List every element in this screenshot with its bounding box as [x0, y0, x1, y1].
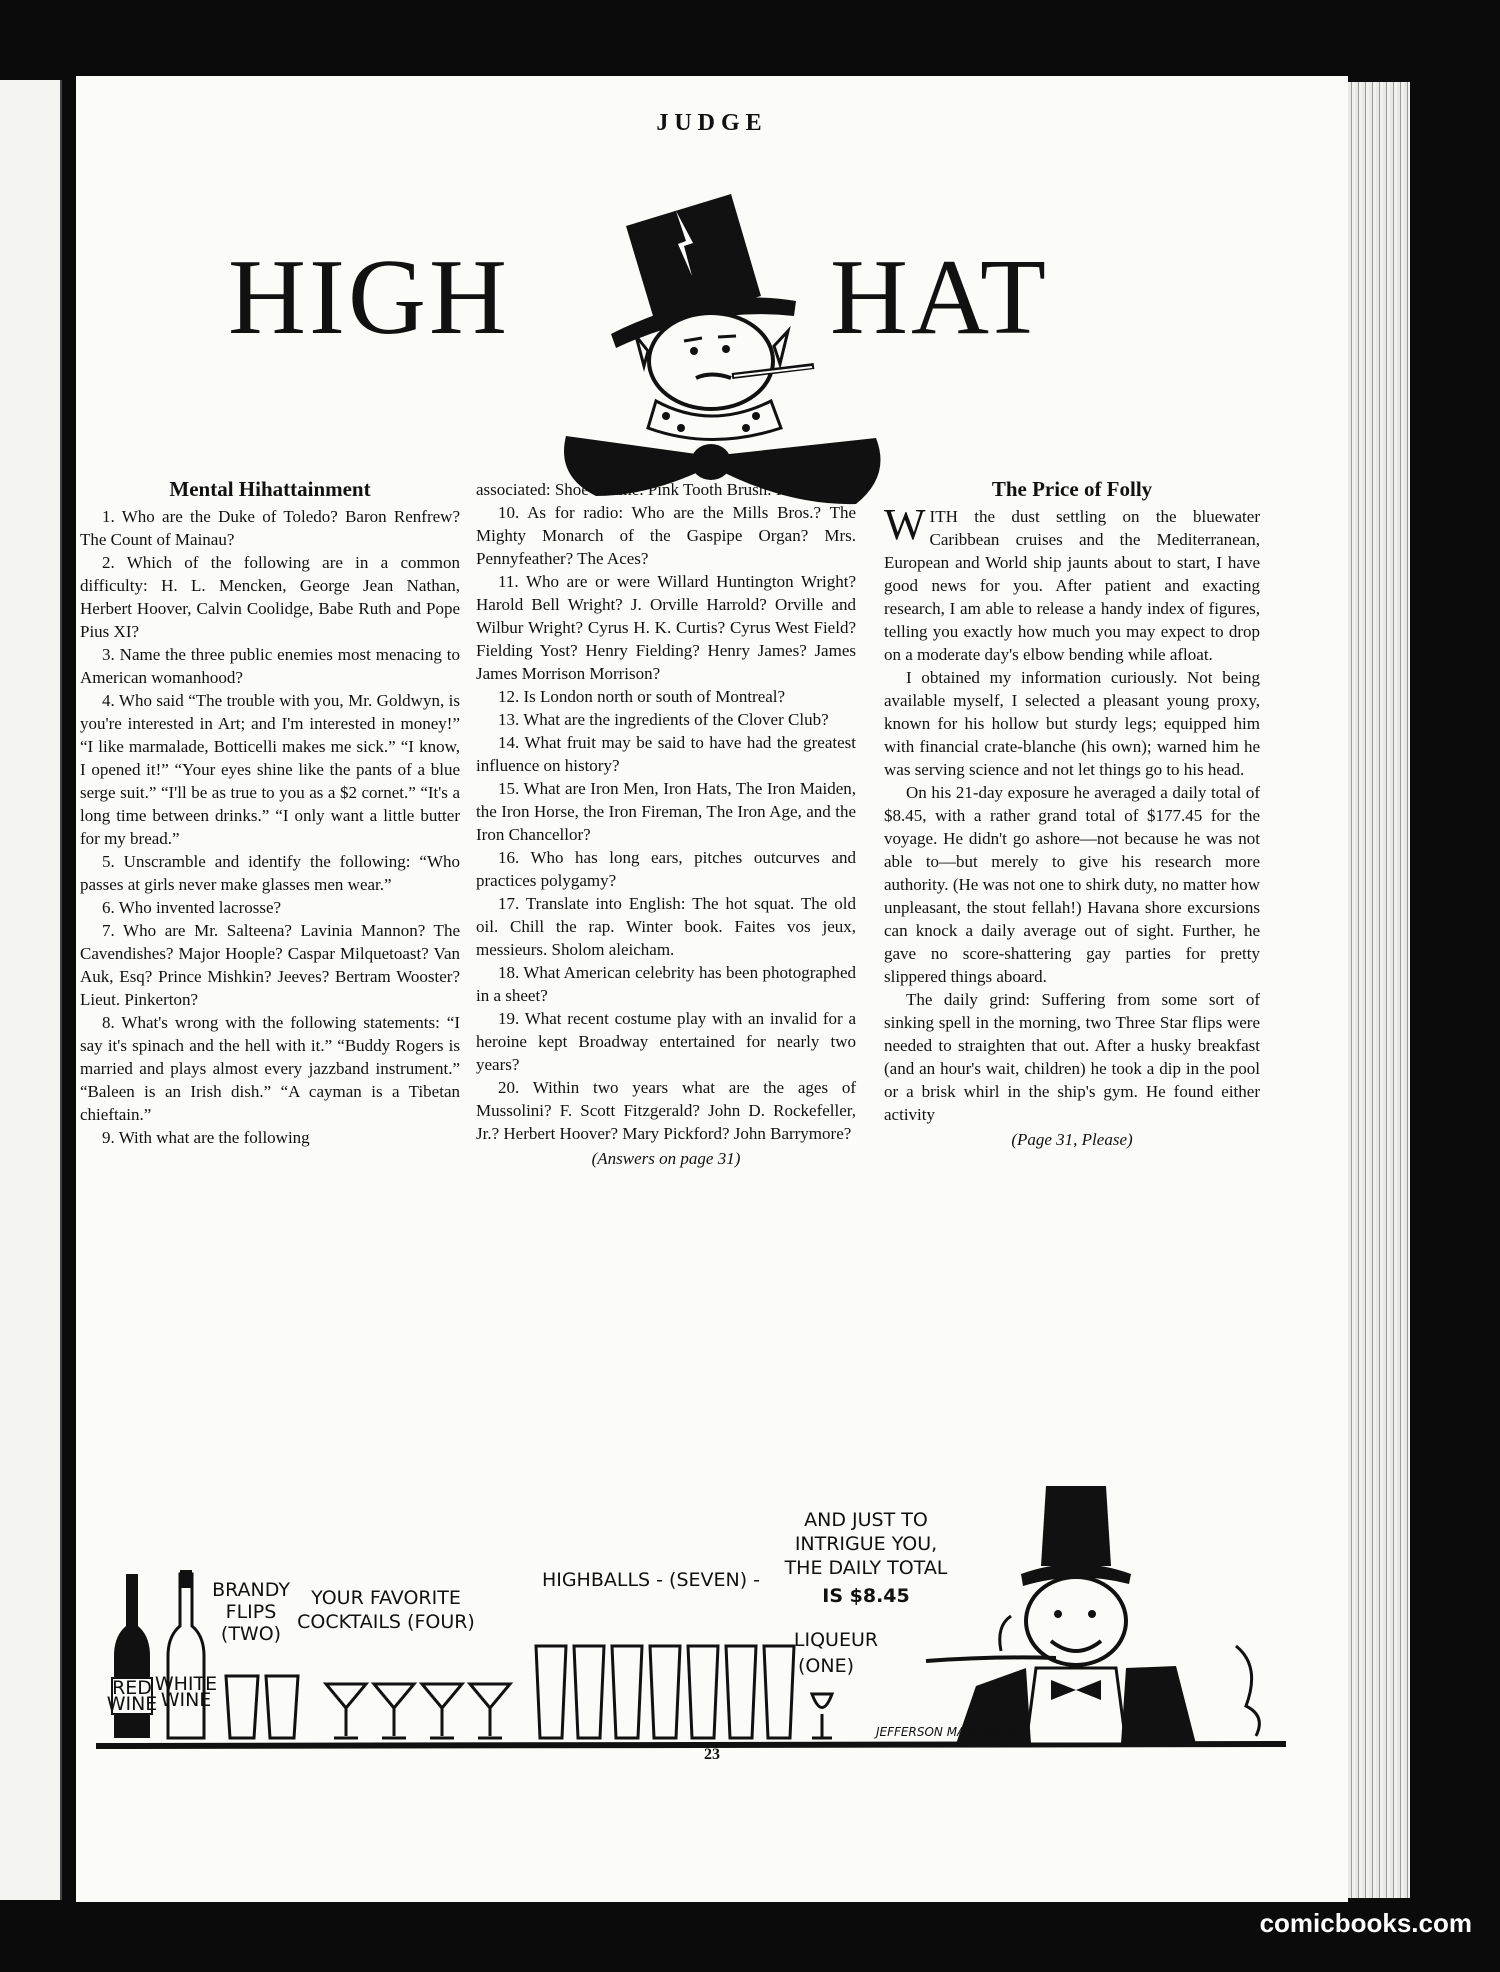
title-high: HIGH: [228, 238, 510, 357]
page-number: 23: [704, 1746, 720, 1763]
quiz-question: 13. What are the ingredients of the Clover Club?: [498, 710, 829, 729]
magazine-name: JUDGE: [656, 110, 768, 136]
facing-page-edge: [0, 80, 62, 1900]
speech-line3: THE DAILY TOTAL: [784, 1557, 948, 1579]
quiz-question: 15. What are Iron Men, Iron Hats, The Iron Maiden, the Iron Horse, the Iron Fireman, The Iron Age, and the Iron Chancellor?: [476, 779, 856, 844]
speech-line2: INTRIGUE YOU,: [794, 1533, 938, 1555]
brandy-label-line2: FLIPS: [225, 1601, 277, 1623]
top-hat-mascot-illustration: [556, 166, 896, 526]
red-wine-label-line2: WINE: [106, 1693, 158, 1715]
quiz-question: 17. Translate into English: The hot squat. The old oil. Chill the rap. Winter book. Faites vos jeux, messieurs. Sholom aleicham.: [476, 894, 856, 959]
quiz-question: 1. Who are the Duke of Toledo? Baron Renfrew? The Count of Mainau?: [80, 507, 460, 549]
speech-line1: AND JUST TO: [804, 1509, 928, 1531]
title-hat: HAT: [830, 238, 1049, 357]
quiz-question: 16. Who has long ears, pitches outcurves and practices polygamy?: [476, 848, 856, 890]
liqueur-label-line1: LIQUEUR: [793, 1629, 879, 1651]
cocktails-label-line2: COCKTAILS (FOUR): [297, 1611, 475, 1633]
quiz-question: 14. What fruit may be said to have had the greatest influence on history?: [476, 733, 856, 775]
answers-reference: (Answers on page 31): [591, 1149, 741, 1168]
article-paragraph: The daily grind: Suffering from some sort of sinking spell in the morning, two Three Star flips were needed to straighten that out. After a husky breakfast (and an hour's wait, children) he took a dip in the pool or a brisk whirl in the ship's gym. He found either activity: [884, 990, 1260, 1124]
column-quiz-continued: [476, 478, 856, 1170]
quiz-question: 20. Within two years what are the ages of Mussolini? F. Scott Fitzgerald? John D. Rockefeller, Jr.? Herbert Hoover? Mary Pickford? John Barrymore?: [476, 1078, 856, 1143]
quiz-heading: Mental Hihattainment: [169, 477, 371, 501]
quiz-question: 10. As for radio: Who are the Mills Bros.? The Mighty Monarch of the Gaspipe Organ? Mrs. Pennyfeather? The Aces?: [476, 503, 856, 568]
site-watermark: comicbooks.com: [1259, 1908, 1472, 1938]
brandy-label-line3: (TWO): [220, 1623, 282, 1645]
quiz-question: 2. Which of the following are in a common difficulty: H. L. Mencken, George Jean Nathan, Herbert Hoover, Calvin Coolidge, Babe Ruth and Pope Pius XI?: [80, 553, 460, 641]
column-mental-hihattainment: [80, 478, 460, 1149]
page-stack-edge: [1348, 82, 1410, 1898]
quiz-question: associated: Shoe Shame. Pink Tooth Brush. If?: [476, 480, 795, 499]
magazine-page: [76, 76, 1348, 1902]
quiz-question: 6. Who invented lacrosse?: [102, 898, 282, 917]
quiz-question: 18. What American celebrity has been photographed in a sheet?: [476, 963, 856, 1005]
red-wine-label-line1: RED: [112, 1677, 152, 1699]
article-paragraph: [884, 500, 1260, 666]
quiz-question: 3. Name the three public enemies most menacing to American womanhood?: [80, 645, 460, 687]
white-wine-label-line1: WHITE: [154, 1673, 218, 1695]
quiz-question: 19. What recent costume play with an invalid for a heroine kept Broadway entertained for nearly two years?: [476, 1009, 856, 1074]
article-first-text: ITH the dust settling on the bluewater Caribbean cruises and the Mediterranean, European and World ship jaunts about to start, I have good news for you. After patient and exacting research, I am able to release a handy index of figures, telling you exactly how much you may expect to drop on a moderate day's elbow bending while afloat.: [884, 507, 1260, 664]
speech-line4: IS $8.45: [822, 1585, 910, 1607]
bar-cartoon-illustration: [96, 1446, 1336, 1826]
brandy-label-line1: BRANDY: [212, 1579, 290, 1601]
article-paragraph: On his 21-day exposure he averaged a daily total of $8.45, with a rather grand total of $177.45 for the voyage. He didn't go ashore—not because he was not able to—but merely to give his research more authority. (He was not one to shirk duty, no matter how unpleasant, the stout fellah!) Havana shore excursions can knock a daily average out of sight. Further, he gave no score-shattering gay parties for pretty slippered things aboard.: [884, 783, 1260, 986]
article-heading: The Price of Folly: [991, 477, 1153, 501]
column-price-of-folly: [884, 478, 1260, 1151]
continued-reference: (Page 31, Please): [1011, 1130, 1133, 1149]
quiz-question: 7. Who are Mr. Salteena? Lavinia Mannon? The Cavendishes? Major Hoople? Caspar Milquetoast? Van Auk, Esq? Prince Mishkin? Jeeves? Bertram Wooster? Lieut. Pinkerton?: [80, 921, 460, 1009]
quiz-question: 9. With what are the following: [102, 1128, 310, 1147]
quiz-question: 4. Who said “The trouble with you, Mr. Goldwyn, is you're interested in Art; and I'm interested in money!” “I like marmalade, Botticelli makes me sick.” “I know, I opened it!” “Your eyes shine like the pants of a blue serge suit.” “I'll be as true to you as a $2 cornet.” “It's a long time between drinks.” “I only want a little butter for my bread.”: [80, 691, 460, 848]
highballs-label: HIGHBALLS - (SEVEN) -: [541, 1569, 761, 1591]
artist-signature: JEFFERSON MACHAMER: [876, 1725, 1018, 1739]
quiz-question: 5. Unscramble and identify the following: “Who passes at girls never make glasses men wear.”: [80, 852, 460, 894]
quiz-question: 11. Who are or were Willard Huntington Wright? Harold Bell Wright? J. Orville Harrold? Orville and Wilbur Wright? Cyrus H. K. Curtis? Cyrus West Field? Fielding Yost? Henry Fielding? Henry James? James James Morrison Morrison?: [476, 572, 856, 683]
quiz-question: 12. Is London north or south of Montreal?: [498, 687, 786, 706]
liqueur-label-line2: (ONE): [798, 1655, 854, 1677]
drop-cap: W: [884, 500, 926, 549]
cocktails-label-line1: YOUR FAVORITE: [311, 1587, 461, 1609]
white-wine-label-line2: WINE: [160, 1689, 212, 1711]
article-paragraph: I obtained my information curiously. Not being available myself, I selected a pleasant young proxy, known for his hollow but sturdy legs; equipped him with financial crate-blanche (his own); warned him he was serving science and not let things go to his head.: [884, 668, 1260, 779]
quiz-question: 8. What's wrong with the following statements: “I say it's spinach and the hell with it.” “Buddy Rogers is married and plays almost every jazzband instrument.” “Baleen is an Irish dish.” “A cayman is a Tibetan chieftain.”: [80, 1013, 460, 1124]
